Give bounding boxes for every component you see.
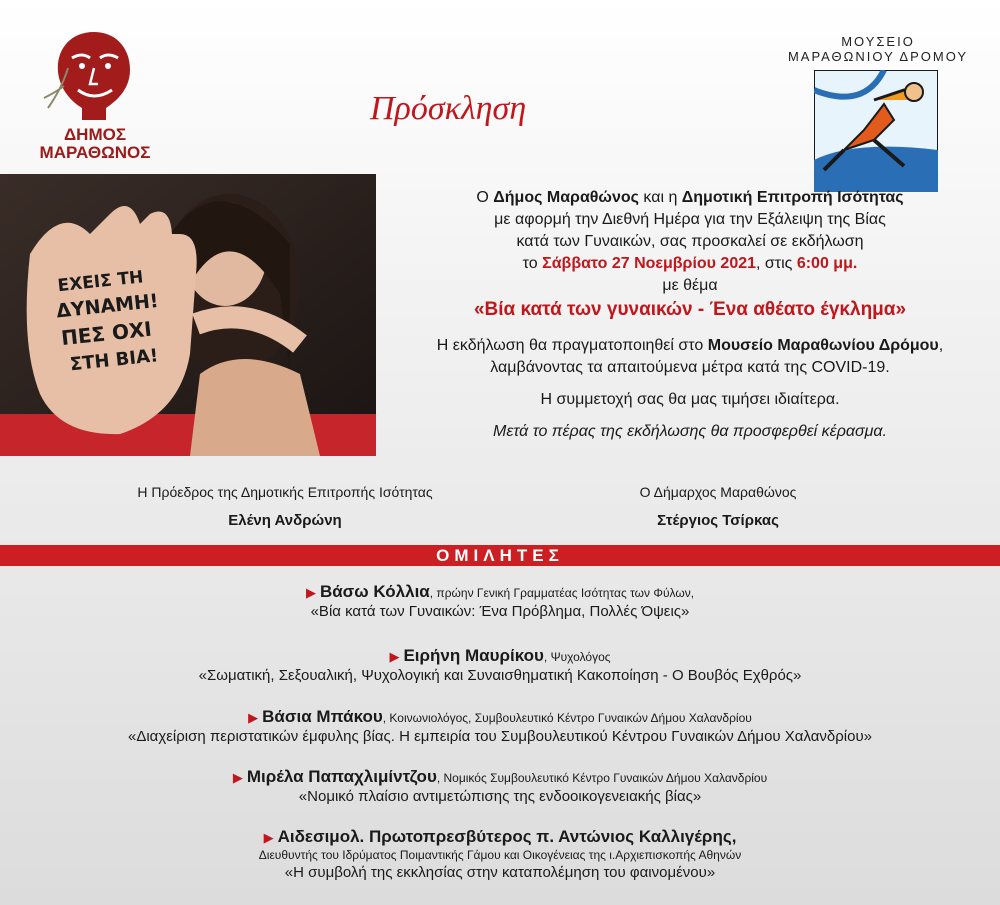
venue-line2: λαμβάνοντας τα απαιτούμενα μέτρα κατά της COVID-19.	[490, 359, 890, 376]
venue-line1: Η εκδήλωση θα πραγματοποιηθεί στο Μουσείο Μαραθωνίου Δρόμου,	[436, 337, 944, 354]
invitation-line1: Ο Δήμος Μαραθώνος και η Δημοτική Επιτροπή Ισότητας	[476, 189, 904, 206]
hand-text-line2: ΔΥΝΑΜΗ!	[55, 289, 160, 323]
speaker-talk: «Η συμβολή της εκκλησίας στην καταπολέμηση του φαινομένου»	[284, 864, 716, 881]
venue-name: Μουσείο Μαραθωνίου Δρόμου	[707, 337, 939, 354]
runner-icon	[814, 70, 938, 192]
speaker-talk: «Νομικό πλαίσιο αντιμετώπισης της ενδοοικογενειακής βίας»	[298, 788, 702, 805]
municipality-name-line1: ΔΗΜΟΣ	[63, 125, 127, 144]
speaker-item	[0, 768, 1000, 807]
museum-name-line1: ΜΟΥΣΕΙΟ	[841, 34, 915, 49]
signature-role: Ο Δήμαρχος Μαραθώνος	[639, 484, 797, 500]
campaign-photo	[0, 174, 376, 456]
invitation-body	[390, 187, 990, 443]
event-date: Σάββατο 27 Νοεμβρίου 2021	[542, 255, 757, 272]
speaker-name: Ειρήνη Μαυρίκου	[403, 646, 544, 665]
speaker-talk: «Βία κατά των Γυναικών: Ένα Πρόβλημα, Πολλές Όψεις»	[310, 603, 690, 620]
signature-name: Ελένη Ανδρώνη	[228, 512, 342, 529]
ancient-mask-icon	[42, 28, 146, 124]
speaker-talk: «Διαχείριση περιστατικών έμφυλης βίας. Η εμπειρία του Συμβουλευτικού Κέντρου Γυναικών Δήμου Χαλανδρίου»	[127, 728, 873, 745]
speaker-name: Αιδεσιμολ. Πρωτοπρεσβύτερος π. Αντώνιος Καλλιγέρης	[277, 827, 732, 846]
signature-name: Στέργιος Τσίρκας	[657, 512, 779, 529]
speaker-item	[0, 828, 1000, 883]
municipality-name-line2: ΜΑΡΑΘΩΝΟΣ	[39, 143, 151, 162]
speaker-role: , Ψυχολόγος	[543, 650, 611, 664]
signature-role: Η Πρόεδρος της Δημοτικής Επιτροπής Ισότητας	[137, 484, 433, 500]
municipality-logo	[30, 28, 160, 162]
bullet-arrow-icon: ▶	[232, 770, 243, 785]
museum-logo	[780, 34, 976, 64]
woman-raised-hand-image	[0, 174, 376, 456]
bullet-arrow-icon: ▶	[305, 585, 316, 600]
bullet-arrow-icon: ▶	[389, 649, 400, 664]
invitation-line5: με θέμα	[662, 277, 718, 294]
hand-text-line3: ΠΕΣ ΟΧΙ	[59, 316, 153, 351]
signature-mayor	[508, 484, 928, 529]
org-committee: Δημοτική Επιτροπή Ισότητας	[681, 189, 904, 206]
speaker-item	[0, 583, 1000, 622]
invitation-line3: κατά των Γυναικών, σας προσκαλεί σε εκδήλωση	[516, 233, 864, 250]
page-title: Πρόσκληση	[370, 90, 527, 127]
org-municipality: Δήμος Μαραθώνος	[493, 189, 639, 206]
invitation-line4: το Σάββατο 27 Νοεμβρίου 2021, στις 6:00 μμ.	[522, 255, 858, 272]
refreshments-line: Μετά το πέρας της εκδήλωσης θα προσφερθεί κέρασμα.	[493, 423, 887, 440]
speaker-item	[0, 708, 1000, 747]
museum-name-line2: ΜΑΡΑΘΩΝΙΟΥ ΔΡΟΜΟΥ	[787, 49, 969, 64]
honor-line: Η συμμετοχή σας θα μας τιμήσει ιδιαίτερα.	[540, 391, 840, 408]
event-time: 6:00 μμ.	[796, 255, 858, 272]
speaker-item	[0, 647, 1000, 686]
hand-text-line4: ΣΤΗ ΒΙΑ!	[68, 345, 160, 376]
hand-text-line1: ΕΧΕΙΣ ΤΗ	[56, 267, 145, 297]
speaker-role: , Νομικός Συμβουλευτικό Κέντρο Γυναικών Δήμου Χαλανδρίου	[436, 771, 768, 785]
signature-committee-president	[75, 484, 495, 529]
bullet-arrow-icon: ▶	[263, 830, 274, 845]
speaker-role: , Κοινωνιολόγος, Συμβουλευτικό Κέντρο Γυναικών Δήμου Χαλανδρίου	[382, 711, 752, 725]
speaker-talk: «Σωματική, Σεξουαλική, Ψυχολογική και Συναισθηματική Κακοποίηση - Ο Βουβός Εχθρός»	[198, 667, 802, 684]
bullet-arrow-icon: ▶	[248, 710, 259, 725]
speaker-name: Βάσω Κόλλια	[319, 582, 430, 601]
speakers-heading: ΟΜΙΛΗΤΕΣ	[0, 545, 1000, 566]
speaker-name: Βάσια Μπάκου	[262, 707, 383, 726]
speaker-role: Διευθυντής του Ιδρύματος Ποιμαντικής Γάμου και Οικογένειας της ι.Αρχιεπισκοπής Αθηνών	[258, 848, 742, 862]
event-topic: «Βία κατά των γυναικών - Ένα αθέατο έγκλημα»	[473, 299, 907, 320]
invitation-line2: με αφορμή την Διεθνή Ημέρα για την Εξάλειψη της Βίας	[494, 211, 886, 228]
speaker-name: Μιρέλα Παπαχλιμίντζου	[246, 767, 437, 786]
speaker-role: , πρώην Γενική Γραμματέας Ισότητας των Φύλων,	[429, 586, 695, 600]
speaker-role-comma: ,	[731, 827, 737, 846]
